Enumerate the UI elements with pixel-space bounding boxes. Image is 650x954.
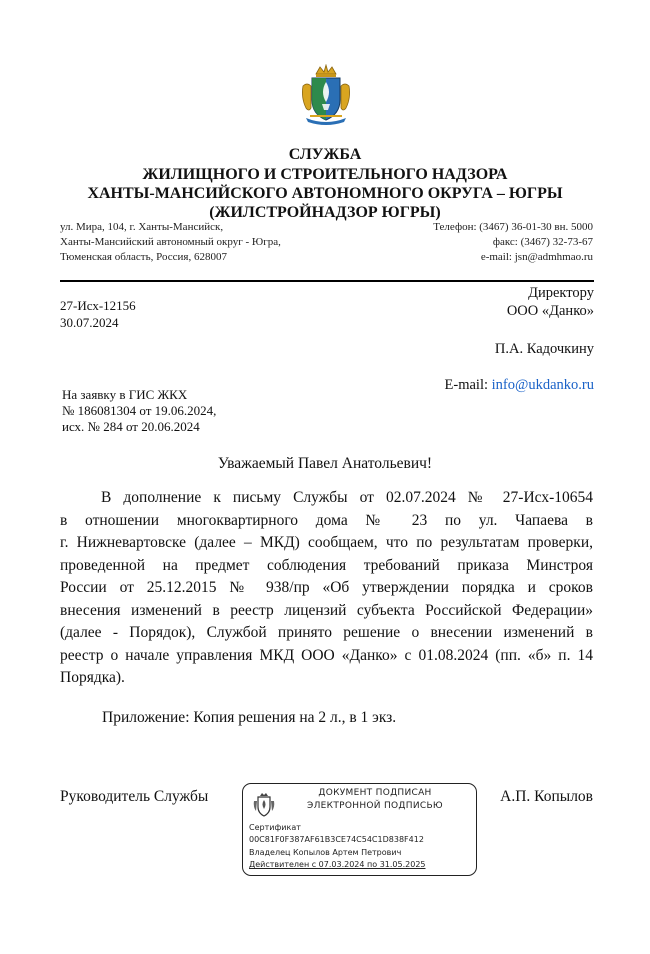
stamp-owner: Владелец Копылов Артем Петрович — [249, 848, 402, 857]
recipient-name: П.А. Кадочкину — [494, 341, 594, 357]
e-signature-stamp — [242, 783, 477, 876]
stamp-cert-number: 00C81F0F387AF61B3CE74C54C1D838F412 — [249, 835, 424, 844]
outgoing-number: 27-Исх-12156 — [60, 298, 136, 313]
signer-position: Руководитель Службы — [60, 788, 209, 805]
body-line: г. Нижневартовске (далее – МКД) сообщаем, что по результатам проверки, — [60, 534, 593, 551]
header-divider — [60, 280, 594, 282]
recipient-position: Директору — [528, 285, 594, 301]
stamp-validity: Действителен с 07.03.2024 по 31.05.2025 — [249, 860, 426, 869]
reference-block — [62, 387, 302, 435]
stamp-title-line: ЭЛЕКТРОННОЙ ПОДПИСЬЮ — [307, 801, 443, 811]
body-line: Порядка). — [60, 669, 125, 686]
address-line: ул. Мира, 104, г. Ханты-Мансийск, — [60, 221, 224, 233]
address-line: Тюменская область, Россия, 628007 — [60, 251, 227, 263]
body-line: реестр о начале управления МКД ООО «Данко» с 01.08.2024 (пп. «б» п. 14 — [60, 646, 593, 664]
address-block — [60, 220, 360, 265]
body-line: в отношении многоквартирного дома № 23 по ул. Чапаева в — [60, 511, 593, 529]
email-line: e-mail: jsn@admhmao.ru — [480, 251, 593, 263]
org-title-line-3: ХАНТЫ-МАНСИЙСКОГО АВТОНОМНОГО ОКРУГА – ЮГРЫ — [87, 185, 563, 202]
coat-of-arms-small-icon — [253, 793, 275, 818]
body-line: В дополнение к письму Службы от 02.07.2024 № 27-Исх-10654 — [101, 489, 593, 506]
salutation: Уважаемый Павел Анатольевич! — [217, 455, 433, 472]
reference-line: На заявку в ГИС ЖКХ — [62, 387, 188, 402]
recipient-email-line — [380, 376, 594, 395]
stamp-title-line: ДОКУМЕНТ ПОДПИСАН — [318, 788, 432, 798]
reference-line: исх. № 284 от 20.06.2024 — [62, 419, 200, 434]
stamp-cert-label: Сертификат — [249, 823, 301, 832]
org-title-line-2: ЖИЛИЩНОГО И СТРОИТЕЛЬНОГО НАДЗОРА — [142, 166, 508, 183]
fax-line: факс: (3467) 32-73-67 — [492, 236, 593, 248]
body-line: проведенной на предмет соблюдения требований приказа Минстроя — [60, 556, 593, 574]
contacts-block — [330, 220, 593, 265]
address-line: Ханты-Мансийский автономный округ - Югра, — [60, 236, 281, 248]
org-title-line-1: СЛУЖБА — [288, 146, 362, 163]
reference-line: № 186081304 от 19.06.2024, — [62, 403, 217, 418]
body-line: России от 25.12.2015 № 938/пр «Об утверждении порядка и сроков — [60, 579, 593, 596]
coat-of-arms-icon — [300, 64, 352, 126]
phone-line: Телефон: (3467) 36-01-30 вн. 5000 — [433, 221, 593, 233]
stamp-title — [287, 787, 463, 813]
recipient-email-link[interactable]: info@ukdanko.ru — [491, 377, 594, 393]
org-title-line-4: (ЖИЛСТРОЙНАДЗОР ЮГРЫ) — [209, 204, 441, 221]
attachment-note: Приложение: Копия решения на 2 л., в 1 экз. — [102, 709, 397, 726]
signer-name: А.П. Копылов — [500, 788, 593, 805]
body-line: внесения изменений в реестр лицензий субъекта Российской Федерации» — [60, 601, 593, 619]
outgoing-date: 30.07.2024 — [60, 315, 119, 330]
email-label: E-mail: — [444, 377, 492, 393]
letter-body — [60, 487, 593, 690]
recipient-company: ООО «Данко» — [506, 303, 594, 319]
body-line: (далее - Порядок), Службой принято решение о внесении изменений в — [60, 624, 593, 641]
